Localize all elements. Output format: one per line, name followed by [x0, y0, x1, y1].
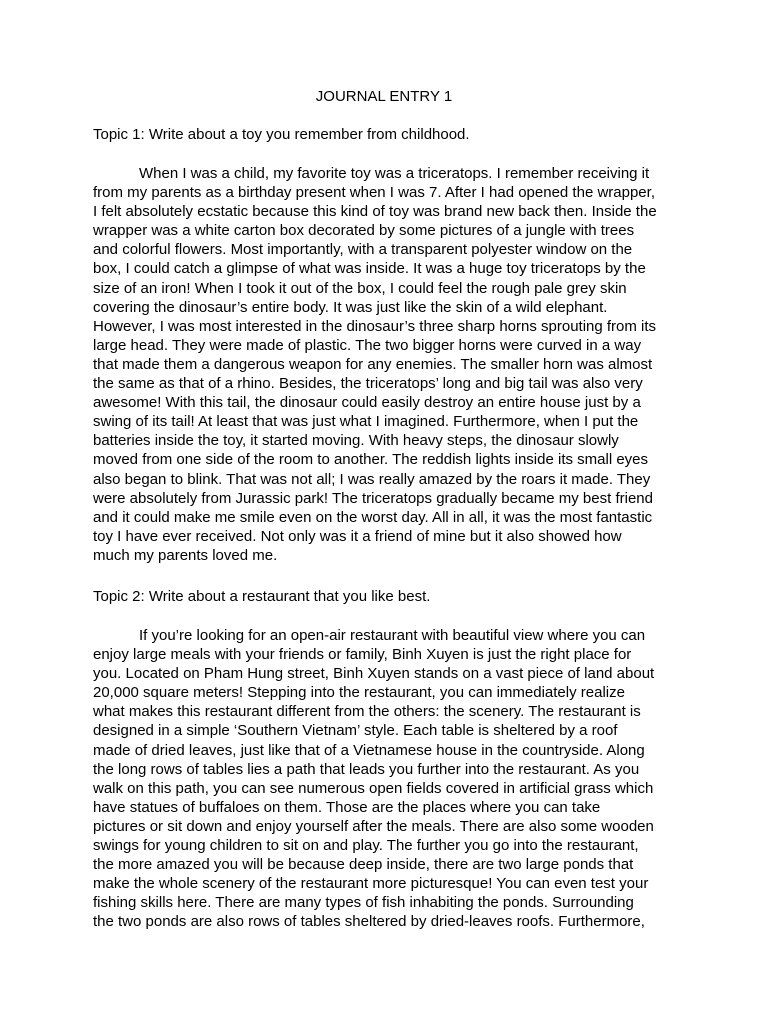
paragraph-line: the same as that of a rhino. Besides, the triceratops’ long and big tail was also very: [93, 375, 643, 393]
paragraph-line: size of an iron! When I took it out of the box, I could feel the rough pale grey skin: [93, 279, 627, 297]
paragraph-line: much my parents loved me.: [93, 546, 278, 564]
paragraph-line: that made them a dangerous weapon for any enemies. The smaller horn was almost: [93, 355, 653, 373]
paragraph-line: I felt absolutely ecstatic because this kind of toy was brand new back then. Inside the: [93, 203, 657, 221]
paragraph-line: 20,000 square meters! Stepping into the restaurant, you can immediately realize: [93, 684, 625, 702]
paragraph-line: large head. They were made of plastic. The two bigger horns were curved in a way: [93, 336, 642, 354]
paragraph-line: covering the dinosaur’s entire body. It was just like the skin of a wild elephant.: [93, 298, 608, 316]
paragraph-line: the two ponds are also rows of tables sheltered by dried-leaves roofs. Furthermore,: [93, 913, 645, 931]
paragraph-line: swings for young children to sit on and play. The further you go into the restaurant,: [93, 837, 639, 855]
topic-2-heading: Topic 2: Write about a restaurant that you like best.: [93, 588, 431, 605]
paragraph-line: were absolutely from Jurassic park! The triceratops gradually became my best friend: [93, 489, 653, 507]
page-title: JOURNAL ENTRY 1: [315, 88, 453, 105]
topic-1-heading: Topic 1: Write about a toy you remember from childhood.: [93, 126, 470, 143]
topic-2-paragraph: [93, 626, 693, 932]
paragraph-line: box, I could catch a glimpse of what was inside. It was a huge toy triceratops by the: [93, 260, 646, 278]
paragraph-line: toy I have ever received. Not only was it a friend of mine but it also showed how: [93, 527, 622, 545]
paragraph-line: swing of its tail! At least that was just what I imagined. Furthermore, when I put the: [93, 413, 639, 431]
paragraph-line: However, I was most interested in the dinosaur’s three sharp horns sprouting from its: [93, 317, 657, 335]
paragraph-line: awesome! With this tail, the dinosaur could easily destroy an entire house just by a: [93, 394, 641, 412]
paragraph-line: the long rows of tables lies a path that leads you further into the restaurant. As you: [93, 760, 640, 778]
paragraph-line: made of dried leaves, just like that of a Vietnamese house in the countryside. Along: [93, 741, 645, 759]
paragraph-line: from my parents as a birthday present when I was 7. After I had opened the wrapper,: [93, 184, 655, 202]
paragraph-line: moved from one side of the room to another. The reddish lights inside its small eyes: [93, 451, 649, 469]
paragraph-line: have statues of buffaloes on them. Those are the places where you can take: [93, 798, 601, 816]
paragraph-line: fishing skills here. There are many types of fish inhabiting the ponds. Surrounding: [93, 894, 634, 912]
paragraph-line: If you’re looking for an open-air restaurant with beautiful view where you can: [139, 627, 646, 644]
paragraph-line: When I was a child, my favorite toy was a triceratops. I remember receiving it: [139, 165, 650, 182]
paragraph-line: wrapper was a white carton box decorated by some pictures of a jungle with trees: [93, 222, 635, 240]
paragraph-line: designed in a simple ‘Southern Vietnam’ style. Each table is sheltered by a roof: [93, 722, 618, 740]
paragraph-line: pictures or sit down and enjoy yourself after the meals. There are also some wooden: [93, 817, 654, 835]
paragraph-line: what makes this restaurant different from the others: the scenery. The restaurant is: [93, 703, 641, 721]
paragraph-line: batteries inside the toy, it started moving. With heavy steps, the dinosaur slowly: [93, 432, 619, 450]
topic-1-paragraph: [93, 164, 693, 565]
paragraph-line: and it could make me smile even on the worst day. All in all, it was the most fantastic: [93, 508, 653, 526]
paragraph-line: you. Located on Pham Hung street, Binh Xuyen stands on a vast piece of land about: [93, 665, 655, 683]
paragraph-line: also began to blink. That was not all; I was really amazed by the roars it made. They: [93, 470, 651, 488]
paragraph-line: and colorful flowers. Most importantly, with a transparent polyester window on the: [93, 241, 633, 259]
paragraph-line: walk on this path, you can see numerous open fields covered in artificial grass which: [93, 779, 654, 797]
paragraph-line: the more amazed you will be because deep inside, there are two large ponds that: [93, 856, 634, 874]
paragraph-line: enjoy large meals with your friends or family, Binh Xuyen is just the right place for: [93, 646, 632, 664]
paragraph-line: make the whole scenery of the restaurant more picturesque! You can even test your: [93, 875, 649, 893]
